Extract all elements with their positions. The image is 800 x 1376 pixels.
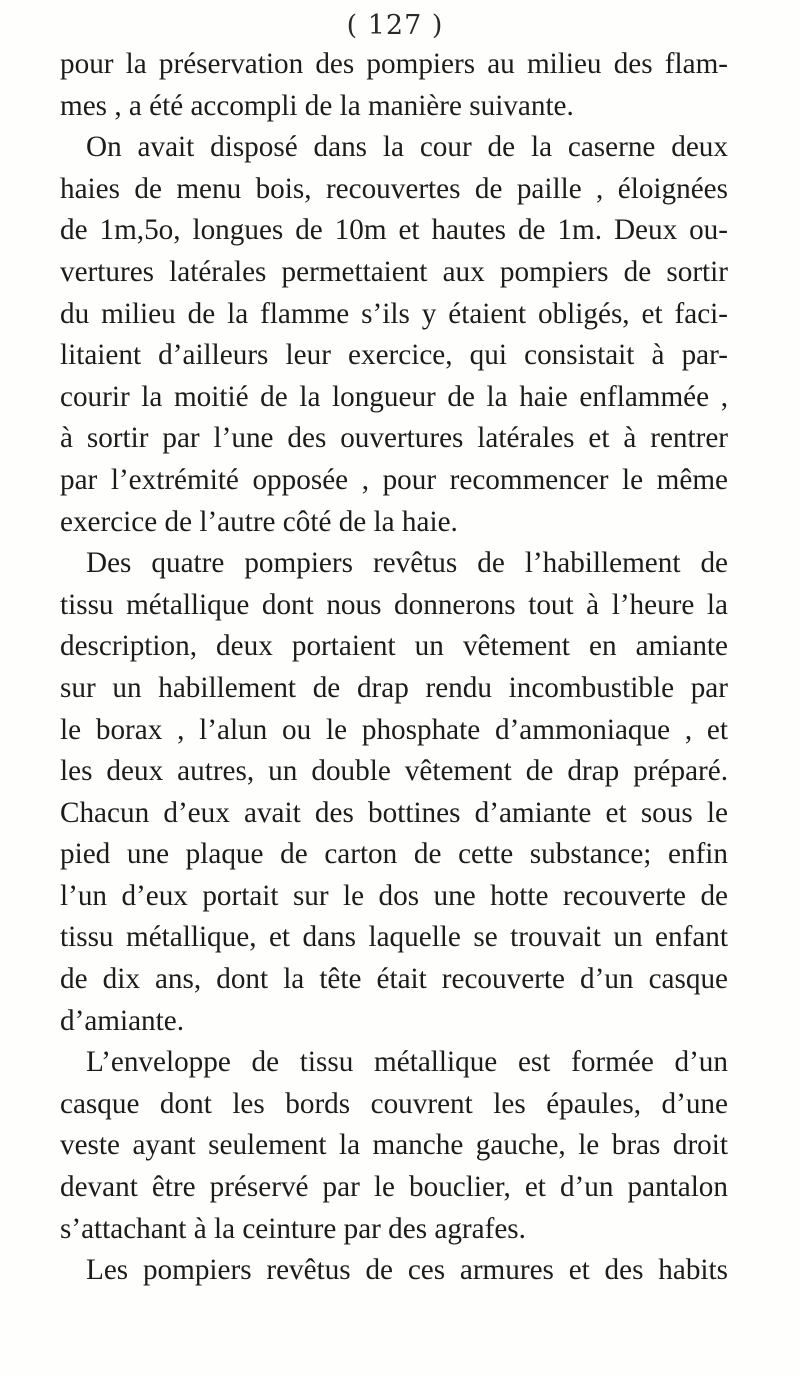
text-line: tissu métallique dont nous donnerons tout à l’heure la xyxy=(60,588,728,621)
text-line: l’un d’eux portait sur le dos une hotte recouverte de xyxy=(60,879,728,912)
text-line: s’attachant à la ceinture par des agrafes. xyxy=(60,1212,526,1245)
text-line: du milieu de la flamme s’ils y étaient obligés, et faci- xyxy=(60,297,728,330)
text-line: vertures latérales permettaient aux pompiers de sortir xyxy=(60,255,728,288)
text-line: Des quatre pompiers revêtus de l’habillement de xyxy=(86,547,728,580)
text-line: On avait disposé dans la cour de la caserne deux xyxy=(86,131,728,164)
text-line: veste ayant seulement la manche gauche, le bras droit xyxy=(60,1129,728,1162)
text-line: à sortir par l’une des ouvertures latérales et à rentrer xyxy=(60,422,728,455)
text-line: de 1m,5o, longues de 10m et hautes de 1m. Deux ou- xyxy=(60,214,728,247)
page-number: ( 127 ) xyxy=(346,10,444,41)
text-line: litaient d’ailleurs leur exercice, qui consistait à par- xyxy=(60,339,728,372)
body-text xyxy=(60,44,728,1292)
text-line: pied une plaque de carton de cette substance; enfin xyxy=(60,838,728,871)
text-line: pour la préservation des pompiers au milieu des flam- xyxy=(60,48,728,80)
text-line: haies de menu bois, recouvertes de paille , éloignées xyxy=(60,172,728,205)
text-line: tissu métallique, et dans laquelle se trouvait un enfant xyxy=(60,921,728,954)
text-line: Chacun d’eux avait des bottines d’amiante et sous le xyxy=(60,796,728,829)
text-line: de dix ans, dont la tête était recouverte d’un casque xyxy=(60,963,728,996)
text-line: par l’extrémité opposée , pour recommencer le même xyxy=(60,463,728,496)
text-line: courir la moitié de la longueur de la haie enflammée , xyxy=(60,380,728,413)
text-line: sur un habillement de drap rendu incombustible par xyxy=(60,671,728,704)
text-line: L’enveloppe de tissu métallique est formée d’un xyxy=(86,1046,728,1079)
text-line: les deux autres, un double vêtement de drap préparé. xyxy=(60,755,728,788)
text-line: description, deux portaient un vêtement en amiante xyxy=(60,630,728,663)
text-line: devant être préservé par le bouclier, et d’un pantalon xyxy=(60,1171,728,1204)
text-line: mes , a été accompli de la manière suivante. xyxy=(60,89,574,122)
text-line: exercice de l’autre côté de la haie. xyxy=(60,505,458,538)
text-line: d’amiante. xyxy=(60,1004,184,1037)
text-line: le borax , l’alun ou le phosphate d’ammoniaque , et xyxy=(60,713,728,746)
text-line: Les pompiers revêtus de ces armures et des habits xyxy=(86,1254,728,1287)
text-line: casque dont les bords couvrent les épaules, d’une xyxy=(60,1087,728,1120)
